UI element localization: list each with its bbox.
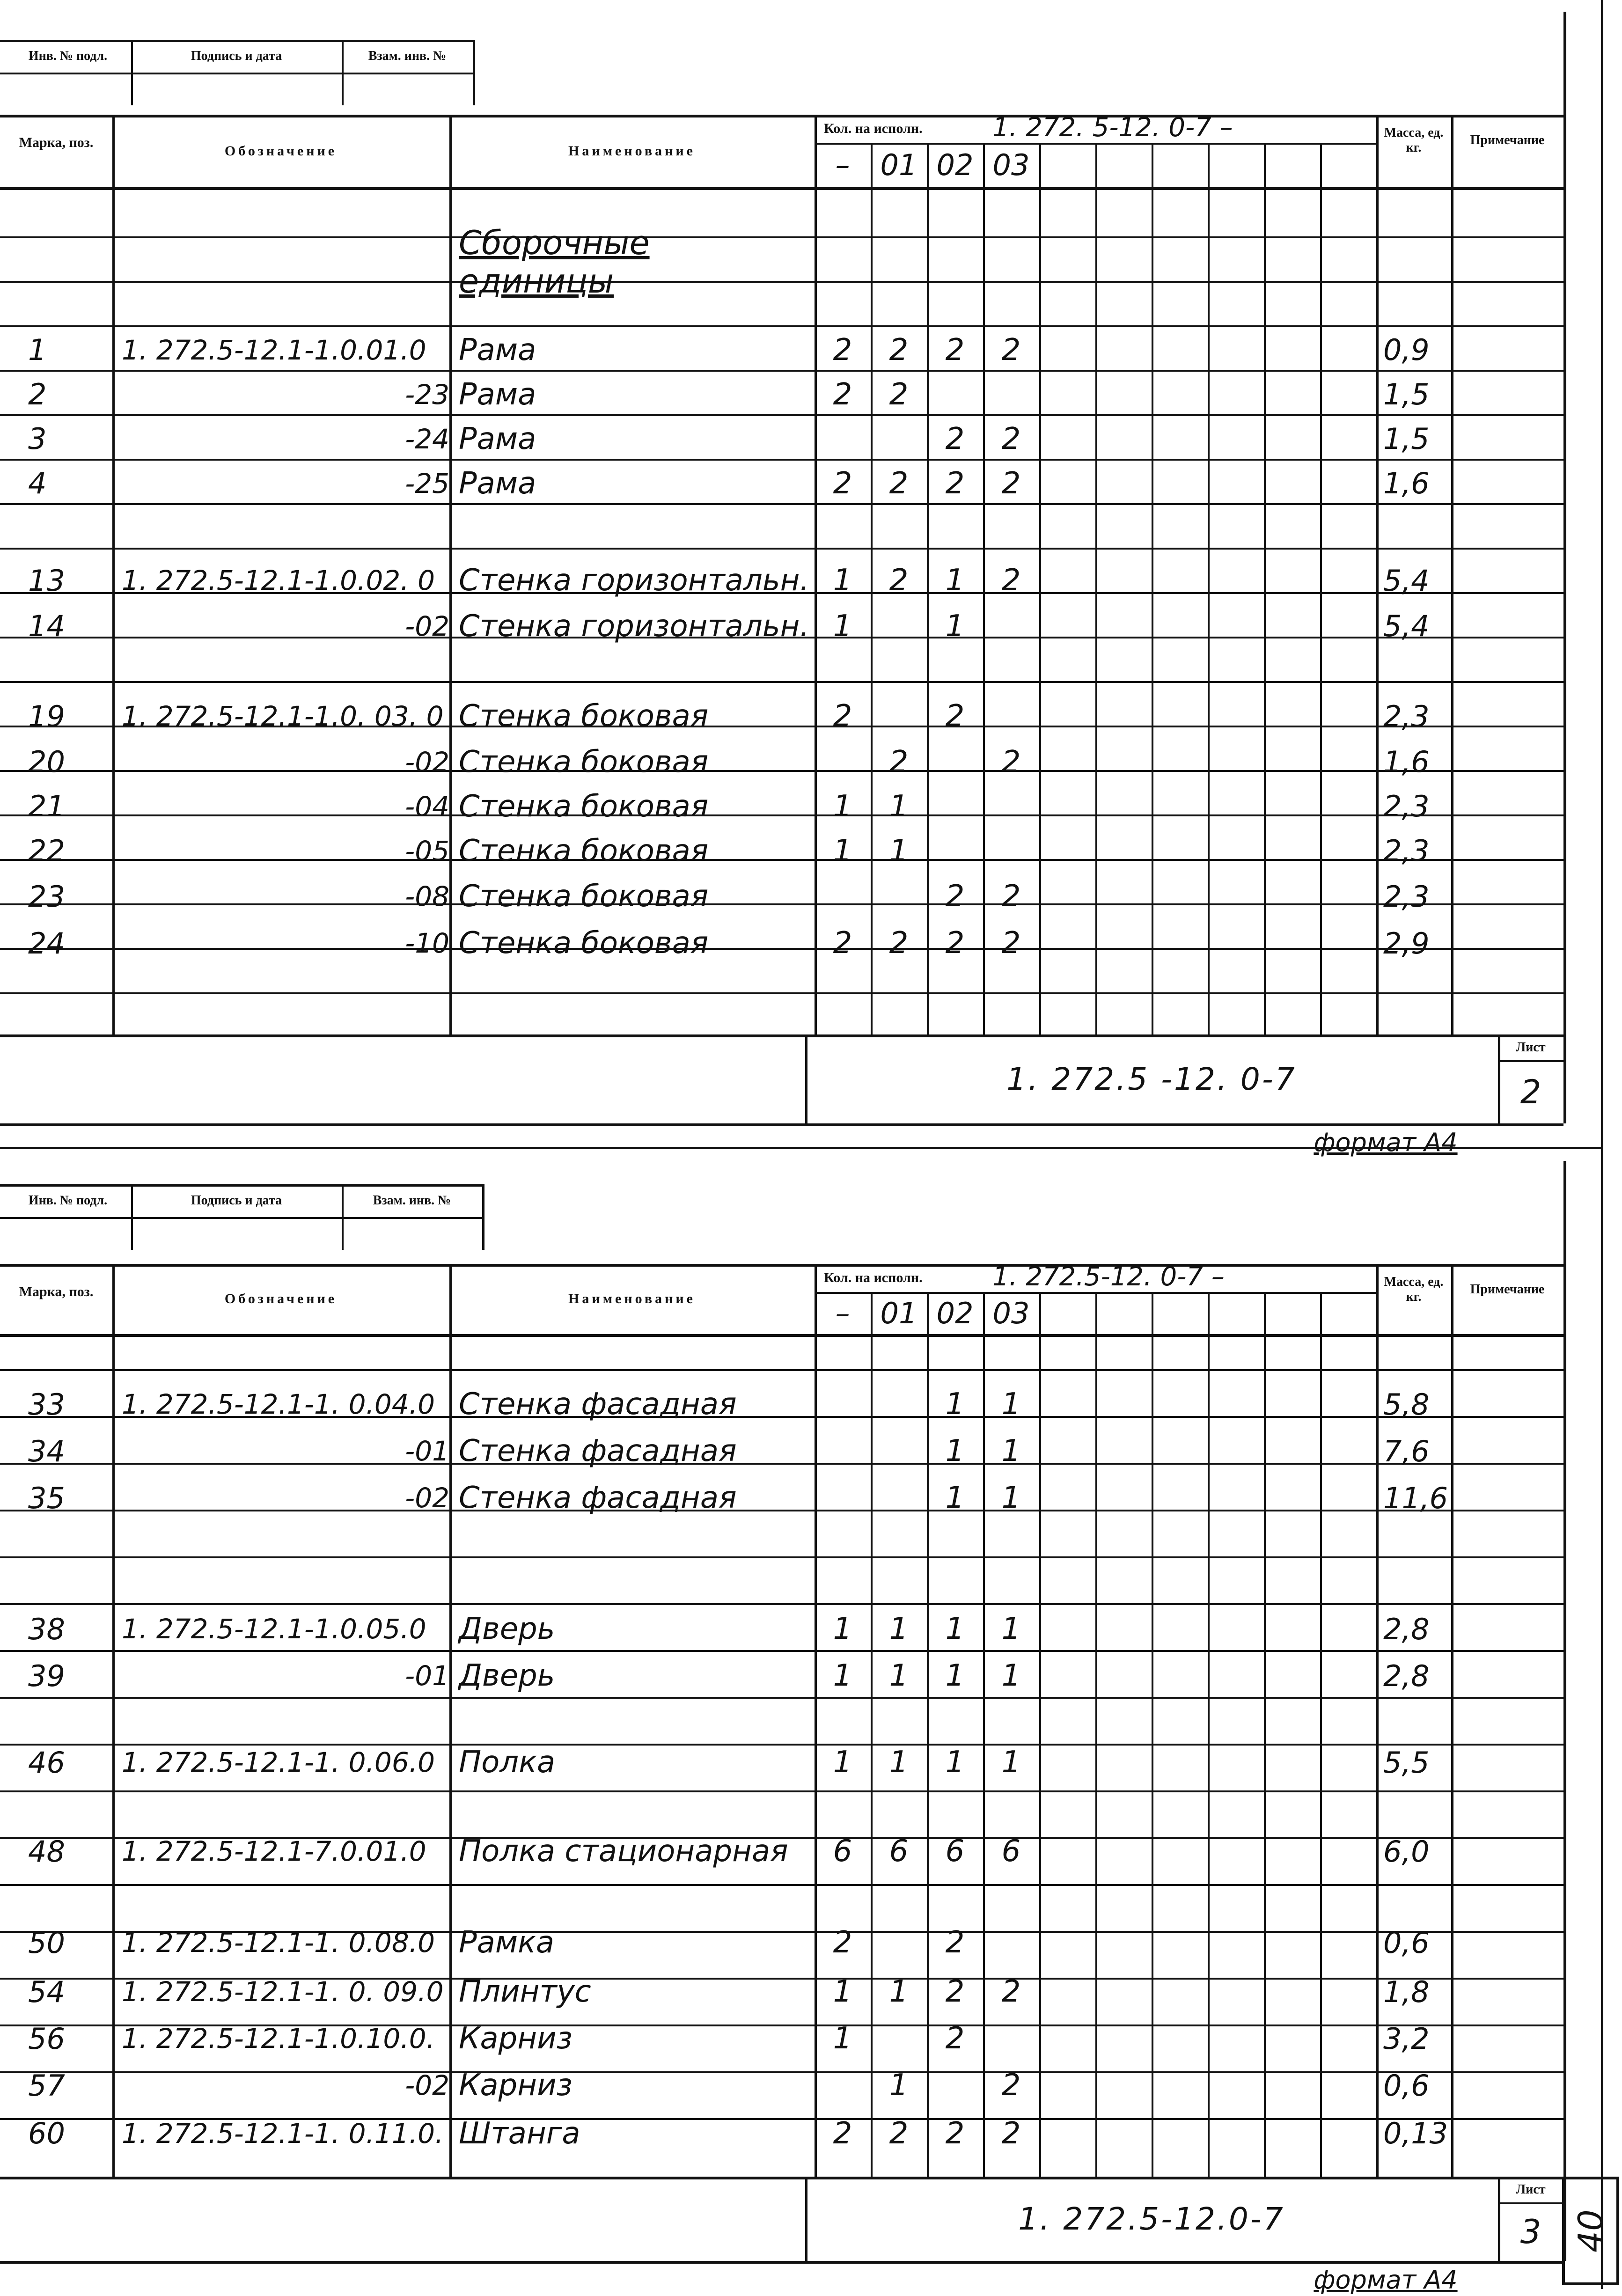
row-pos: 19 [28,699,65,734]
grid-line [1039,1292,1041,2177]
header-oboznach: Обозначение [224,1291,338,1306]
row-name: Полка [459,1745,556,1780]
row-name: Стенка фасадная [459,1481,737,1515]
header-variant-3: 03 [992,148,1030,182]
row-name: Стенка горизонтальн. [459,563,809,598]
section-title: Сборочные единицы [459,224,650,301]
header-oboznach: Обозначение [224,143,338,159]
row-mass: 2,8 [1383,1658,1430,1693]
row-qty-0 [815,417,871,461]
row-qty-0: 1 [833,833,852,868]
row-name: Стенка боковая [459,789,709,824]
row-qty-1 [871,417,927,461]
row-qty-2: 2 [945,466,965,501]
row-code: -04 [405,790,449,822]
row-name: Карниз [459,2068,572,2103]
row-qty-2: 6 [945,1834,965,1869]
row-qty-2: 2 [945,926,965,961]
row-code: 1. 272.5-12.1-1.0.01.0 [122,334,426,366]
row-name: Стенка боковая [459,926,709,961]
row-qty-2 [927,740,983,784]
row-qty-3: 2 [1001,926,1021,961]
row-pos: 1 [28,333,47,367]
grid-line [1563,12,1566,1123]
format-label: формат А4 [1314,2265,1458,2295]
row-code: -02 [405,1482,449,1514]
row-qty-1: 6 [889,1834,909,1869]
row-name: Рама [459,421,536,456]
row-name: Штанга [459,2116,580,2151]
row-qty-1: 1 [889,1612,909,1646]
row-qty-1: 2 [889,744,909,779]
header-prim: Примечание [1470,1282,1545,1297]
row-qty-3: 1 [1001,1745,1021,1780]
row-pos: 24 [28,926,65,961]
header-kol: Кол. на исполн. [824,1270,923,1285]
row-qty-2 [927,372,983,417]
row-qty-1 [871,1919,927,1966]
row-pos: 13 [28,563,65,598]
row-qty-3: 1 [1001,1658,1021,1693]
row-mass: 1,5 [1383,422,1430,456]
row-qty-2: 2 [945,421,965,456]
row-qty-0: 1 [833,1658,852,1693]
row-qty-0: 1 [833,609,852,644]
grid-line [1601,1144,1603,2289]
row-pos: 21 [28,789,65,823]
row-qty-2: 1 [945,1387,965,1422]
row-name: Полка стационарная [459,1834,788,1869]
header-naimen: Наименование [568,143,696,159]
row-qty-2: 2 [945,1974,965,2009]
row-mass: 2,9 [1383,926,1430,961]
row-qty-0: 2 [833,1925,852,1960]
row-qty-1 [871,873,927,920]
row-qty-3 [983,2015,1039,2062]
row-code: 1. 272.5-12.1-1.0.02. 0 [122,565,435,596]
row-mass: 0,9 [1383,333,1430,367]
row-qty-3 [983,604,1039,648]
row-mass: 3,2 [1383,2021,1430,2056]
row-qty-0: 2 [833,377,852,412]
stamp-inv-label: Инв. № подл. [28,1193,108,1208]
row-name: Дверь [459,1658,555,1693]
row-qty-3: 2 [1001,466,1021,501]
row-qty-3: 2 [1001,2068,1021,2103]
sheet-label: Лист [1516,2182,1546,2197]
row-qty-1 [871,2015,927,2062]
row-mass: 2,3 [1383,789,1430,823]
row-qty-0 [815,2062,871,2109]
header-kol-doc: 1. 272. 5-12. 0-7 – [992,112,1233,143]
row-qty-1: 2 [889,926,909,961]
row-code: -01 [405,1435,449,1467]
row-qty-3: 6 [1001,1834,1021,1869]
row-qty-1: 1 [889,1658,909,1693]
grid-line [482,1184,484,1250]
row-name: Стенка боковая [459,833,709,868]
row-pos: 56 [28,2021,65,2056]
grid-line [1152,1292,1153,2177]
row-qty-3: 1 [1001,1612,1021,1646]
row-qty-1: 1 [889,789,909,824]
side-page-number-text: 40 [1571,2209,1610,2252]
row-code: 1. 272.5-12.1-1. 0. 09.0 [122,1976,444,2008]
grid-line [342,1184,344,1250]
grid-line [0,1369,1563,1371]
row-qty-1 [871,1428,927,1474]
row-code: -08 [405,880,449,912]
side-page-number [1562,2177,1619,2285]
row-pos: 2 [28,377,47,411]
title-doc-code: 1. 272.5 -12. 0-7 [1006,1061,1297,1097]
header-naimen: Наименование [568,1291,696,1306]
row-qty-3 [983,693,1039,740]
row-name: Стенка боковая [459,744,709,779]
row-code: -25 [405,467,449,499]
grid-line [1601,0,1603,1149]
row-qty-3: 2 [1001,563,1021,598]
header-variant-2: 02 [936,1296,974,1330]
row-qty-1: 1 [889,833,909,868]
row-qty-0 [815,1428,871,1474]
row-name: Плинтус [459,1974,591,2009]
grid-line [0,681,1563,683]
grid-line [112,115,115,1034]
row-qty-0: 1 [833,1745,852,1780]
row-code: -05 [405,835,449,867]
row-qty-1: 1 [889,2068,909,2103]
row-code: 1. 272.5-12.1-1. 0.04.0 [122,1388,435,1420]
row-qty-3: 2 [1001,1974,1021,2009]
stamp-vzam-label: Взам. инв. № [368,49,447,63]
row-mass: 6,0 [1383,1834,1430,1869]
row-mass: 0,6 [1383,1925,1430,1960]
row-qty-3: 1 [1001,1481,1021,1515]
row-qty-0: 2 [833,699,852,734]
row-pos: 22 [28,834,65,868]
row-qty-0: 1 [833,789,852,824]
row-name: Стенка боковая [459,879,709,914]
grid-line [0,1884,1563,1886]
row-code: -10 [405,927,449,959]
header-variant-2: 02 [936,148,974,182]
row-pos: 4 [28,466,47,500]
grid-line [0,1790,1563,1792]
row-pos: 35 [28,1481,65,1515]
grid-line [0,325,1563,327]
row-qty-2: 1 [945,1745,965,1780]
row-code: 1. 272.5-12.1-1.0.10.0. [122,2023,435,2054]
row-qty-3: 2 [1001,744,1021,779]
row-pos: 20 [28,745,65,779]
row-code: -02 [405,610,449,642]
header-variant-1: 01 [880,1296,917,1330]
row-qty-0 [815,873,871,920]
sheet-label: Лист [1516,1040,1546,1055]
row-mass: 2,8 [1383,1612,1430,1646]
header-marka: Марка, поз. [19,135,94,150]
row-name: Рамка [459,1925,554,1960]
row-mass: 7,6 [1383,1434,1430,1468]
row-pos: 60 [28,2116,65,2150]
row-qty-3: 2 [1001,421,1021,456]
header-variant-0: – [835,148,850,182]
row-mass: 1,5 [1383,377,1430,411]
row-qty-2: 1 [945,1612,965,1646]
grid-line [131,40,133,105]
row-mass: 5,8 [1383,1387,1430,1422]
row-qty-1: 1 [889,1974,909,2009]
grid-line [342,40,344,105]
header-variant-0: – [835,1296,850,1330]
row-qty-2 [927,829,983,873]
header-kol-doc: 1. 272.5-12. 0-7 – [992,1262,1225,1292]
row-qty-1 [871,1474,927,1521]
row-qty-3 [983,1919,1039,1966]
row-qty-2: 2 [945,699,965,734]
row-mass: 5,5 [1383,1745,1430,1780]
row-qty-0: 1 [833,1974,852,2009]
row-pos: 3 [28,422,47,456]
row-qty-0: 6 [833,1834,852,1869]
row-code: 1. 272.5-12.1-1. 0.11.0. [122,2117,444,2149]
header-massa: Масса, ед. кг. [1384,125,1444,155]
row-qty-2 [927,2062,983,2109]
row-qty-2: 1 [945,1481,965,1515]
row-code: -02 [405,746,449,778]
row-mass: 2,3 [1383,879,1430,914]
row-pos: 48 [28,1834,65,1869]
row-mass: 1,8 [1383,1974,1430,2009]
grid-line [112,1264,115,2177]
row-pos: 46 [28,1745,65,1780]
row-qty-3 [983,372,1039,417]
grid-line [1095,1292,1097,2177]
stamp-sign-label: Подпись и дата [191,1193,282,1208]
row-name: Стенка горизонтальн. [459,609,809,644]
row-pos: 54 [28,1974,65,2009]
row-pos: 23 [28,879,65,914]
header-kol: Кол. на исполн. [824,121,923,136]
grid-line [1264,143,1266,1034]
row-qty-0: 2 [833,332,852,367]
grid-line [0,187,1563,189]
title-doc-code: 1. 272.5-12.0-7 [1018,2201,1285,2237]
grid-line [1208,143,1210,1034]
row-name: Дверь [459,1612,555,1646]
grid-line [0,1556,1563,1558]
row-qty-2: 1 [945,609,965,644]
header-massa: Масса, ед. кг. [1384,1275,1444,1304]
row-qty-0: 1 [833,1612,852,1646]
row-mass: 1,6 [1383,745,1430,779]
row-qty-3: 2 [1001,879,1021,914]
grid-line [1208,1292,1210,2177]
row-qty-2: 2 [945,1925,965,1960]
row-qty-0: 1 [833,563,852,598]
header-variant-1: 01 [880,148,917,182]
row-qty-2: 2 [945,879,965,914]
grid-line [1320,1292,1322,2177]
grid-line [1039,143,1041,1034]
row-name: Рама [459,332,536,367]
grid-line [0,73,473,74]
row-name: Карниз [459,2021,572,2056]
stamp-vzam-label: Взам. инв. № [373,1193,451,1208]
grid-line [0,992,1563,994]
row-qty-2: 1 [945,1658,965,1693]
row-code: -23 [405,378,449,411]
row-code: 1. 272.5-12.1-1.0.05.0 [122,1613,426,1645]
row-pos: 33 [28,1387,65,1422]
row-pos: 34 [28,1434,65,1468]
row-qty-0: 1 [833,2021,852,2056]
row-mass: 2,3 [1383,834,1430,868]
row-qty-3: 2 [1001,2116,1021,2151]
row-qty-1: 2 [889,563,909,598]
row-mass: 11,6 [1383,1481,1448,1515]
row-qty-3 [983,784,1039,829]
row-qty-2: 2 [945,2116,965,2151]
row-pos: 57 [28,2068,65,2103]
header-prim: Примечание [1470,133,1545,147]
row-qty-2: 2 [945,332,965,367]
row-qty-0: 2 [833,466,852,501]
row-qty-2: 1 [945,1434,965,1468]
row-qty-1: 1 [889,1745,909,1780]
row-qty-1 [871,693,927,740]
row-pos: 14 [28,609,65,643]
row-qty-2: 1 [945,563,965,598]
row-qty-0: 2 [833,2116,852,2151]
format-label: формат А4 [1314,1127,1458,1157]
row-code: 1. 272.5-12.1-7.0.01.0 [122,1835,426,1867]
row-qty-0: 2 [833,926,852,961]
row-code: -24 [405,423,449,455]
sheet-number: 2 [1520,1072,1541,1111]
grid-line [0,1334,1563,1336]
row-code: -02 [405,2069,449,2101]
row-mass: 5,4 [1383,563,1430,598]
row-code: 1. 272.5-12.1-1.0. 03. 0 [122,700,444,732]
row-pos: 50 [28,1925,65,1960]
stamp-sign-label: Подпись и дата [191,49,282,63]
row-name: Рама [459,377,536,412]
header-variant-3: 03 [992,1296,1030,1330]
header-marka: Марка, поз. [19,1284,94,1299]
row-mass: 5,4 [1383,609,1430,643]
grid-line [1264,1292,1266,2177]
row-qty-0 [815,740,871,784]
row-pos: 39 [28,1658,65,1693]
row-mass: 0,6 [1383,2068,1430,2103]
row-code: 1. 272.5-12.1-1. 0.06.0 [122,1746,435,1778]
row-qty-3: 1 [1001,1434,1021,1468]
row-qty-0 [815,1381,871,1428]
row-qty-2 [927,784,983,829]
row-qty-1: 2 [889,466,909,501]
row-qty-1: 2 [889,2116,909,2151]
row-mass: 1,6 [1383,466,1430,500]
grid-line [131,1184,133,1250]
row-code: -01 [405,1660,449,1692]
grid-line [0,548,1563,550]
row-name: Стенка боковая [459,699,709,734]
row-qty-0 [815,1474,871,1521]
row-qty-1 [871,604,927,648]
row-qty-1: 2 [889,377,909,412]
row-pos: 38 [28,1612,65,1646]
grid-line [1095,143,1097,1034]
grid-line [0,1217,482,1219]
row-mass: 0,13 [1383,2116,1448,2150]
grid-line [473,40,475,105]
row-code: 1. 272.5-12.1-1. 0.08.0 [122,1927,435,1959]
row-mass: 2,3 [1383,699,1430,734]
spec-sheet-3 [0,1147,1622,2295]
row-name: Стенка фасадная [459,1434,737,1468]
grid-line [0,1603,1563,1605]
stamp-inv-label: Инв. № подл. [28,49,108,63]
row-name: Стенка фасадная [459,1387,737,1422]
grid-line [1563,1161,1566,2261]
row-qty-2: 2 [945,2021,965,2056]
row-qty-3: 2 [1001,332,1021,367]
row-qty-1: 2 [889,332,909,367]
row-qty-3: 1 [1001,1387,1021,1422]
grid-line [1320,143,1322,1034]
grid-line [1152,143,1153,1034]
row-name: Рама [459,466,536,501]
row-qty-3 [983,829,1039,873]
row-qty-1 [871,1381,927,1428]
sheet-number: 3 [1520,2212,1541,2251]
